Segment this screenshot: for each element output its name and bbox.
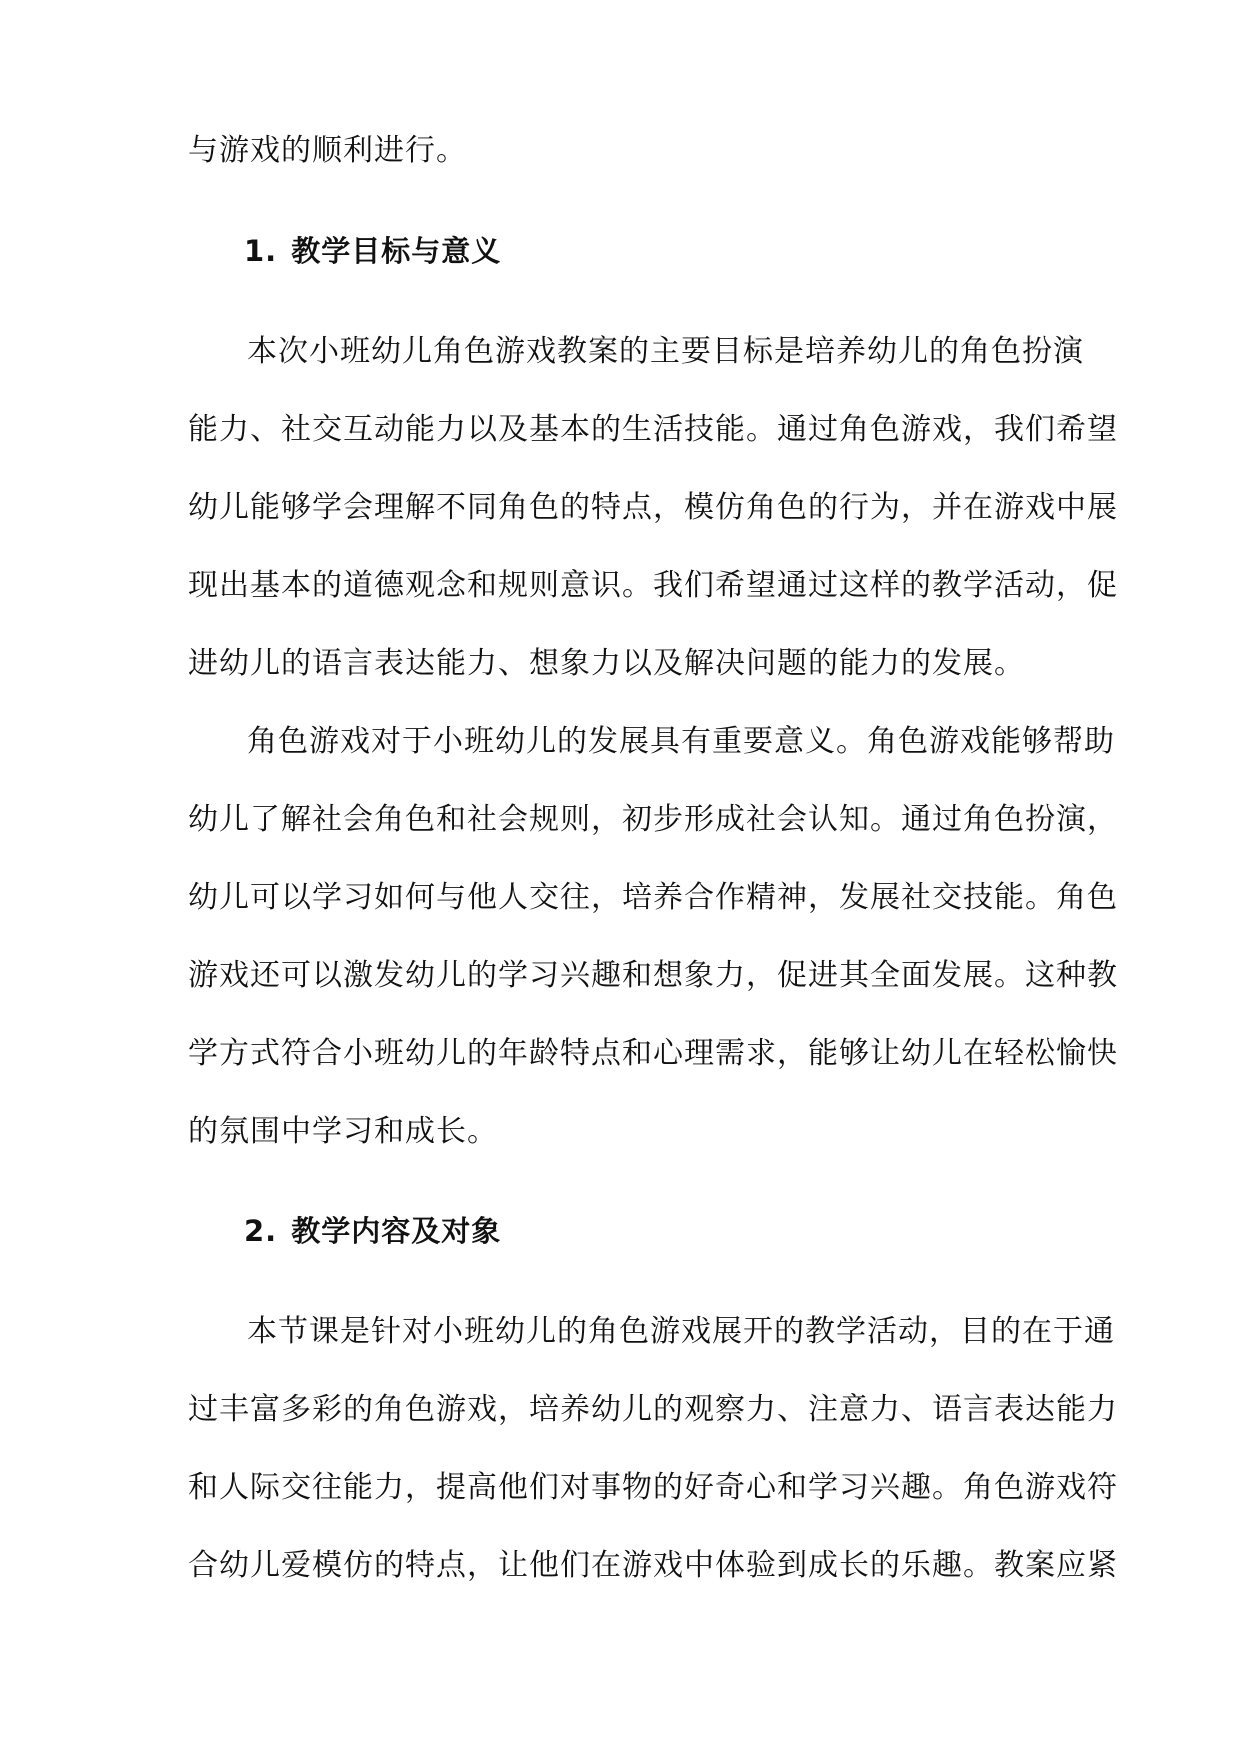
line-text: 现出基本的道德观念和规则意识。我们希望通过这样的教学活动，促 <box>188 568 1118 603</box>
section-heading-2 <box>0 1206 1241 1256</box>
line-text: 与游戏的顺利进行。 <box>188 133 467 168</box>
text-line <box>0 873 1241 923</box>
heading-title: 教学目标与意义 <box>291 234 502 268</box>
line-text: 过丰富多彩的角色游戏，培养幼儿的观察力、注意力、语言表达能力 <box>188 1392 1118 1427</box>
text-line <box>0 1385 1241 1435</box>
line-text: 进幼儿的语言表达能力、想象力以及解决问题的能力的发展。 <box>188 646 1025 681</box>
text-line <box>0 1541 1241 1591</box>
heading-title: 教学内容及对象 <box>291 1214 502 1248</box>
paragraph-first-line <box>0 717 1241 767</box>
text-line <box>0 951 1241 1001</box>
section-heading-1 <box>0 226 1241 276</box>
line-text: 本次小班幼儿角色游戏教案的主要目标是培养幼儿的角色扮演 <box>247 334 1084 369</box>
line-text: 学方式符合小班幼儿的年龄特点和心理需求，能够让幼儿在轻松愉快 <box>188 1036 1118 1071</box>
paragraph-first-line <box>0 327 1241 377</box>
text-line <box>0 483 1241 533</box>
line-text: 幼儿了解社会角色和社会规则，初步形成社会认知。通过角色扮演， <box>188 802 1118 837</box>
text-line <box>0 795 1241 845</box>
heading-number: 2. <box>244 1214 278 1248</box>
text-line <box>0 1029 1241 1079</box>
line-text: 本节课是针对小班幼儿的角色游戏展开的教学活动，目的在于通 <box>247 1314 1115 1349</box>
line-text: 幼儿能够学会理解不同角色的特点，模仿角色的行为，并在游戏中展 <box>188 490 1118 525</box>
line-text: 合幼儿爱模仿的特点，让他们在游戏中体验到成长的乐趣。教案应紧 <box>188 1548 1118 1583</box>
line-text: 和人际交往能力，提高他们对事物的好奇心和学习兴趣。角色游戏符 <box>188 1470 1118 1505</box>
text-line <box>0 126 1241 176</box>
text-line <box>0 1107 1241 1157</box>
heading-number: 1. <box>244 234 278 268</box>
text-line <box>0 1463 1241 1513</box>
text-line <box>0 405 1241 455</box>
text-line <box>0 639 1241 689</box>
line-text: 角色游戏对于小班幼儿的发展具有重要意义。角色游戏能够帮助 <box>247 724 1115 759</box>
text-line <box>0 561 1241 611</box>
paragraph-first-line <box>0 1307 1241 1357</box>
line-text: 能力、社交互动能力以及基本的生活技能。通过角色游戏，我们希望 <box>188 412 1118 447</box>
line-text: 游戏还可以激发幼儿的学习兴趣和想象力，促进其全面发展。这种教 <box>188 958 1118 993</box>
line-text: 幼儿可以学习如何与他人交往，培养合作精神，发展社交技能。角色 <box>188 880 1118 915</box>
line-text: 的氛围中学习和成长。 <box>188 1114 498 1149</box>
